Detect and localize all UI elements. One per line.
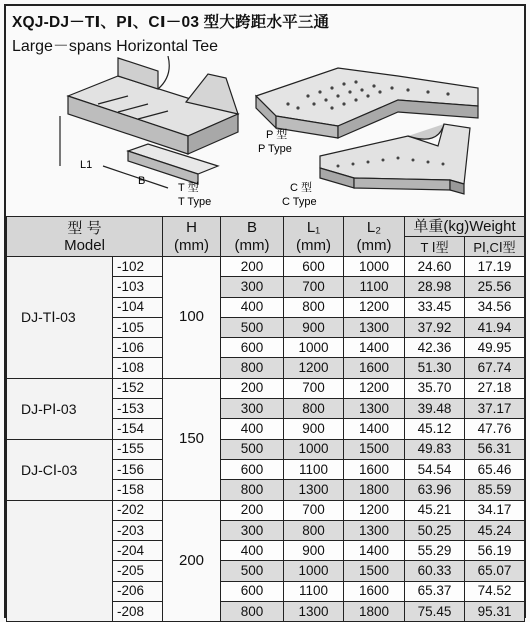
weight-pc-value: 56.31: [465, 439, 525, 459]
length-l1-value: 1300: [284, 602, 344, 622]
weight-t-value: 63.96: [405, 480, 465, 500]
height-value: 150: [163, 378, 221, 500]
table-row: [7, 257, 525, 277]
length-l2-value: 1800: [344, 480, 405, 500]
width-b-value: 200: [221, 500, 284, 520]
length-l1-value: 700: [284, 500, 344, 520]
table-row: [7, 500, 525, 520]
length-l2-value: 1300: [344, 317, 405, 337]
model-suffix: -108: [113, 358, 163, 378]
title-chinese: XQJ-DJ－TⅠ、PⅠ、CⅠ－03 型大跨距水平三通: [12, 14, 330, 31]
width-b-value: 300: [221, 520, 284, 540]
weight-t-value: 33.45: [405, 297, 465, 317]
width-b-value: 500: [221, 317, 284, 337]
t-type-caption-cn: T 型: [178, 182, 199, 194]
header-model: [7, 217, 163, 257]
model-suffix: -204: [113, 541, 163, 561]
table-body: [7, 257, 525, 622]
length-l1-value: 800: [284, 520, 344, 540]
model-suffix: -154: [113, 419, 163, 439]
weight-pc-value: 65.46: [465, 459, 525, 479]
header-l2-unit: (mm): [356, 236, 392, 254]
header-l1-unit: (mm): [296, 236, 331, 254]
length-l1-value: 900: [284, 419, 344, 439]
length-l1-value: 800: [284, 297, 344, 317]
header-model-en: Model: [64, 236, 105, 254]
length-l2-value: 1300: [344, 399, 405, 419]
c-type-caption-cn: C 型: [290, 182, 312, 194]
width-b-value: 500: [221, 439, 284, 459]
length-l1-value: 700: [284, 378, 344, 398]
t-dim-b: B: [138, 175, 146, 187]
length-l2-value: 1100: [344, 277, 405, 297]
model-suffix: -205: [113, 561, 163, 581]
length-l1-value: 1100: [284, 581, 344, 601]
t-dim-l1: L1: [80, 159, 93, 171]
weight-t-value: 45.12: [405, 419, 465, 439]
weight-t-value: 55.29: [405, 541, 465, 561]
width-b-value: 400: [221, 541, 284, 561]
length-l1-value: 1000: [284, 561, 344, 581]
weight-pc-value: 74.52: [465, 581, 525, 601]
header-b-label: B: [247, 218, 258, 236]
width-b-value: 400: [221, 297, 284, 317]
model-name-empty: [7, 500, 113, 622]
width-b-value: 300: [221, 399, 284, 419]
model-name: DJ-PⅠ-03: [7, 378, 113, 439]
model-name: DJ-TⅠ-03: [7, 257, 113, 379]
header-h: [163, 217, 221, 257]
weight-t-value: 24.60: [405, 257, 465, 277]
header-b-unit: (mm): [234, 236, 270, 254]
length-l2-value: 1400: [344, 338, 405, 358]
weight-pc-value: 49.95: [465, 338, 525, 358]
weight-t-value: 60.33: [405, 561, 465, 581]
model-suffix: -208: [113, 602, 163, 622]
weight-t-value: 54.54: [405, 459, 465, 479]
weight-pc-value: 47.76: [465, 419, 525, 439]
weight-pc-value: 95.31: [465, 602, 525, 622]
weight-pc-value: 34.56: [465, 297, 525, 317]
length-l1-value: 800: [284, 399, 344, 419]
width-b-value: 800: [221, 358, 284, 378]
model-suffix: -206: [113, 581, 163, 601]
weight-t-value: 28.98: [405, 277, 465, 297]
length-l1-value: 700: [284, 277, 344, 297]
weight-t-value: 45.21: [405, 500, 465, 520]
width-b-value: 600: [221, 338, 284, 358]
length-l1-value: 1300: [284, 480, 344, 500]
model-suffix: -106: [113, 338, 163, 358]
weight-pc-value: 41.94: [465, 317, 525, 337]
width-b-value: 600: [221, 459, 284, 479]
width-b-value: 200: [221, 378, 284, 398]
model-suffix: -153: [113, 399, 163, 419]
weight-pc-value: 34.17: [465, 500, 525, 520]
width-b-value: 300: [221, 277, 284, 297]
length-l2-value: 1800: [344, 602, 405, 622]
model-suffix: -103: [113, 277, 163, 297]
length-l2-value: 1300: [344, 520, 405, 540]
width-b-value: 800: [221, 602, 284, 622]
weight-t-value: 37.92: [405, 317, 465, 337]
weight-t-value: 50.25: [405, 520, 465, 540]
weight-pc-value: 67.74: [465, 358, 525, 378]
weight-pc-value: 85.59: [465, 480, 525, 500]
header-l1-label: L₁: [306, 218, 321, 236]
length-l1-value: 600: [284, 257, 344, 277]
width-b-value: 200: [221, 257, 284, 277]
length-l2-value: 1200: [344, 378, 405, 398]
c-type-caption-en: C Type: [282, 196, 317, 208]
t-type-caption-en: T Type: [178, 196, 212, 208]
model-suffix: -202: [113, 500, 163, 520]
model-suffix: -102: [113, 257, 163, 277]
length-l1-value: 1200: [284, 358, 344, 378]
weight-t-value: 51.30: [405, 358, 465, 378]
length-l2-value: 1000: [344, 257, 405, 277]
model-suffix: -158: [113, 480, 163, 500]
weight-pc-value: 37.17: [465, 399, 525, 419]
header-weight: 单重(kg)Weight: [405, 217, 525, 237]
header-weight-pc: PⅠ,CⅠ型: [465, 237, 525, 257]
model-suffix: -152: [113, 378, 163, 398]
height-value: 100: [163, 257, 221, 379]
table-row: [7, 378, 525, 398]
length-l2-value: 1500: [344, 561, 405, 581]
model-suffix: -155: [113, 439, 163, 459]
weight-t-value: 65.37: [405, 581, 465, 601]
table-row: [7, 439, 525, 459]
length-l2-value: 1200: [344, 500, 405, 520]
length-l2-value: 1400: [344, 419, 405, 439]
width-b-value: 800: [221, 480, 284, 500]
header-weight-t: T Ⅰ型: [405, 237, 465, 257]
header-model-cn: 型 号: [67, 219, 102, 237]
weight-t-value: 49.83: [405, 439, 465, 459]
header-h-label: H: [186, 218, 197, 236]
model-name: DJ-CⅠ-03: [7, 439, 113, 500]
length-l1-value: 900: [284, 541, 344, 561]
length-l2-value: 1600: [344, 459, 405, 479]
length-l1-value: 1000: [284, 338, 344, 358]
length-l1-value: 900: [284, 317, 344, 337]
length-l2-value: 1500: [344, 439, 405, 459]
specification-table: [6, 216, 525, 622]
weight-pc-value: 25.56: [465, 277, 525, 297]
weight-pc-value: 65.07: [465, 561, 525, 581]
header-h-unit: (mm): [174, 236, 209, 254]
width-b-value: 600: [221, 581, 284, 601]
length-l1-value: 1000: [284, 439, 344, 459]
product-illustrations: [8, 56, 522, 216]
title-english: Large－spans Horizontal Tee: [12, 38, 219, 55]
height-value: 200: [163, 500, 221, 622]
length-l2-value: 1600: [344, 358, 405, 378]
weight-t-value: 39.48: [405, 399, 465, 419]
model-suffix: -104: [113, 297, 163, 317]
weight-pc-value: 56.19: [465, 541, 525, 561]
width-b-value: 400: [221, 419, 284, 439]
weight-t-value: 42.36: [405, 338, 465, 358]
weight-pc-value: 27.18: [465, 378, 525, 398]
header-b: [221, 217, 284, 257]
width-b-value: 500: [221, 561, 284, 581]
p-type-caption-en: P Type: [258, 143, 292, 155]
header-l2-label: L₂: [366, 218, 382, 236]
weight-pc-value: 45.24: [465, 520, 525, 540]
length-l1-value: 1100: [284, 459, 344, 479]
weight-t-value: 75.45: [405, 602, 465, 622]
length-l2-value: 1600: [344, 581, 405, 601]
p-type-caption-cn: P 型: [266, 129, 288, 141]
weight-t-value: 35.70: [405, 378, 465, 398]
model-suffix: -156: [113, 459, 163, 479]
header-l2: [344, 217, 405, 257]
length-l2-value: 1400: [344, 541, 405, 561]
model-suffix: -105: [113, 317, 163, 337]
header-l1: [284, 217, 344, 257]
model-suffix: -203: [113, 520, 163, 540]
length-l2-value: 1200: [344, 297, 405, 317]
weight-pc-value: 17.19: [465, 257, 525, 277]
